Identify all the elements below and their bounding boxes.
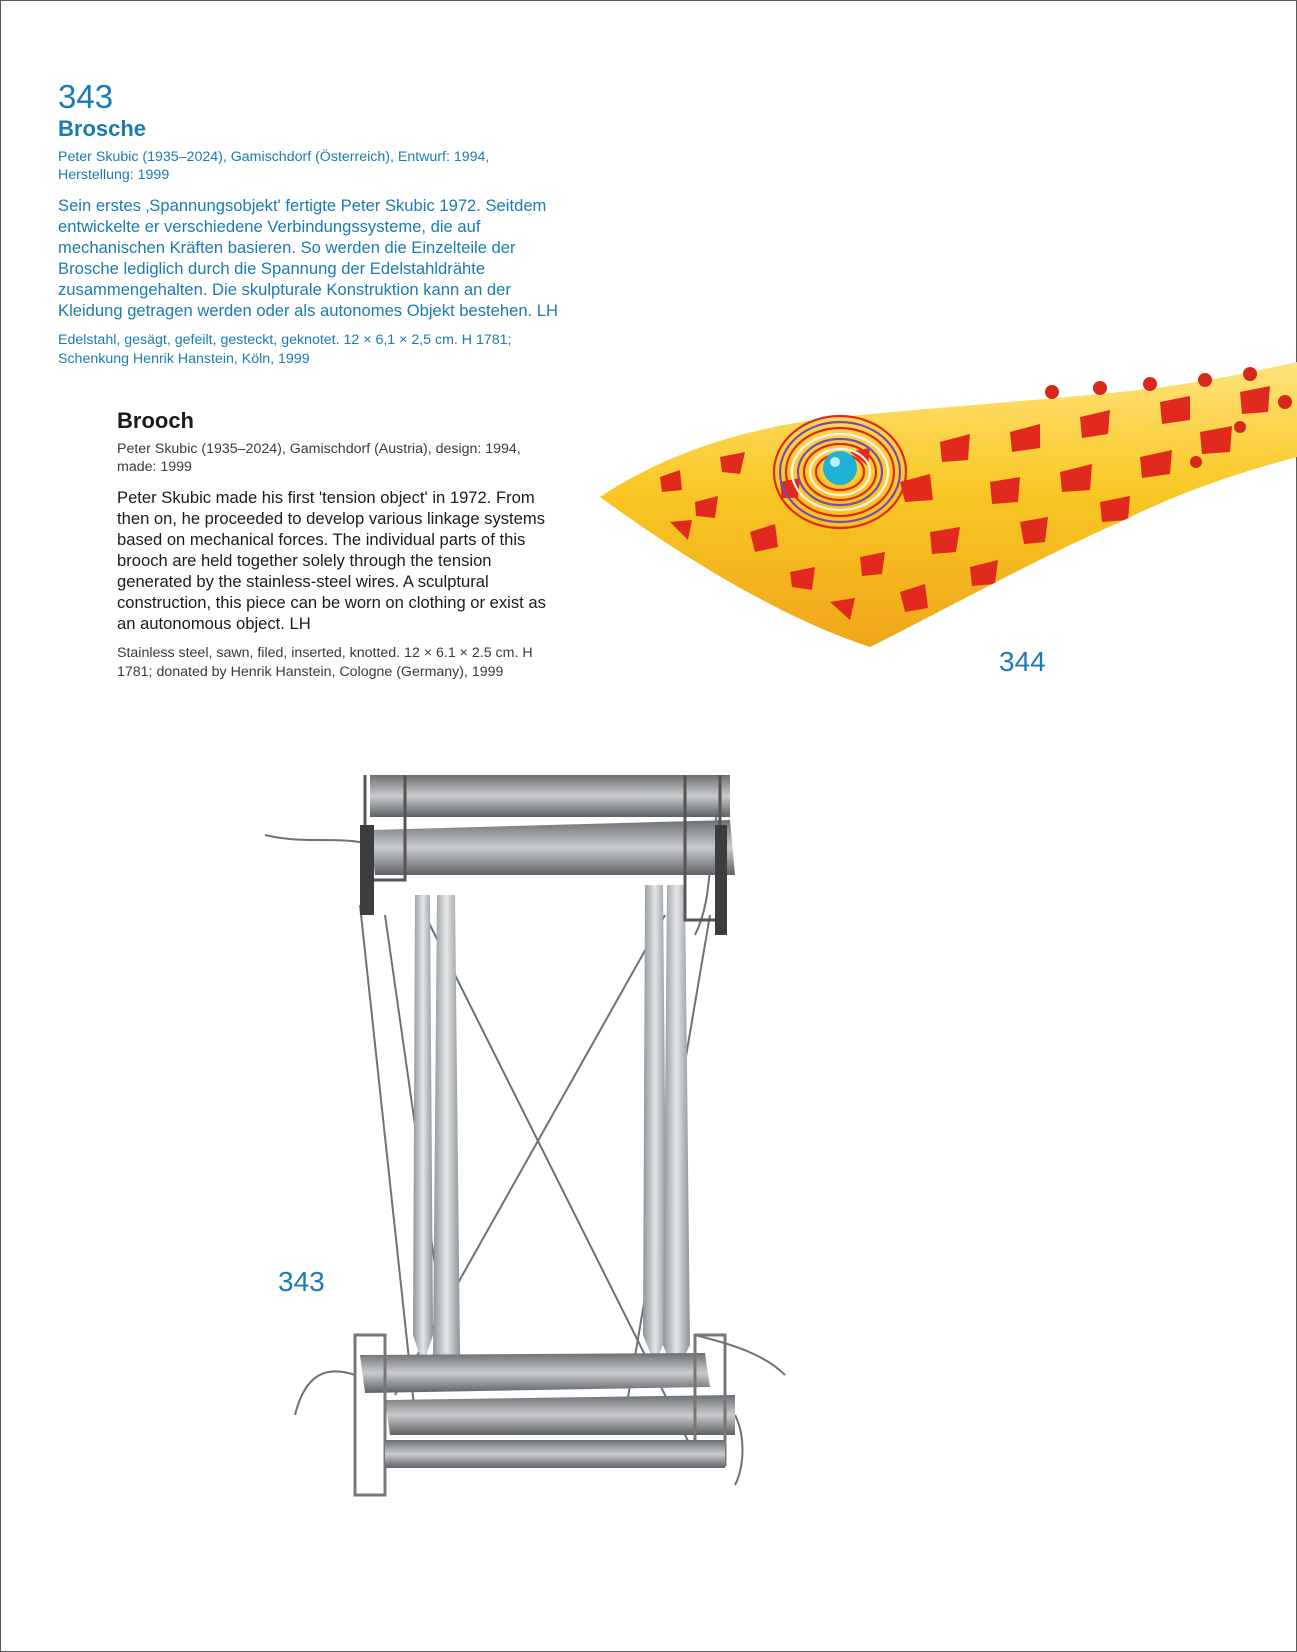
brooch-343-image	[265, 775, 835, 1555]
turquoise-eye-icon	[823, 451, 857, 485]
german-entry	[58, 78, 563, 369]
english-body: Peter Skubic made his first 'tension object' in 1972. From then on, he proceeded to develop various linkage systems based on mechanical forces. The individual parts of this brooch are held together solely through the tension generated by the stainless-steel wires. A sculptural construction, this piece can be worn on clothing or exist as an autonomous object. LH	[117, 488, 546, 633]
english-entry	[117, 408, 557, 682]
figure-label-343: 343	[278, 1266, 325, 1297]
german-body: Sein erstes ‚Spannungsobjekt' fertigte Peter Skubic 1972. Seitdem entwickelte er verschiedene Verbindungssysteme, die auf mechanischen Kräften basieren. So werden die Einzelteile der Brosche lediglich durch die Spannung der Edelstahldrähte zusammengehalten. Die skulpturale Konstruktion kann an der Kleidung getragen werden oder als autonomes Objekt bestehen. LH	[58, 196, 558, 320]
brooch-344-image	[600, 362, 1297, 662]
german-meta: Peter Skubic (1935–2024), Gamischdorf (Österreich), Entwurf: 1994, Herstellung: 1999	[58, 149, 490, 183]
english-title: Brooch	[117, 408, 194, 433]
german-title: Brosche	[58, 116, 147, 141]
german-materials: Edelstahl, gesägt, gefeilt, gesteckt, geknotet. 12 × 6,1 × 2,5 cm. H 1781; Schenkung Henrik Hanstein, Köln, 1999	[58, 332, 512, 367]
figure-label-344: 344	[999, 646, 1046, 677]
english-meta: Peter Skubic (1935–2024), Gamischdorf (Austria), design: 1994, made: 1999	[117, 441, 521, 475]
catalog-number: 343	[58, 78, 114, 115]
english-materials: Stainless steel, sawn, filed, inserted, knotted. 12 × 6.1 × 2.5 cm. H 1781; donated by Henrik Hanstein, Cologne (Germany), 1999	[117, 645, 533, 680]
